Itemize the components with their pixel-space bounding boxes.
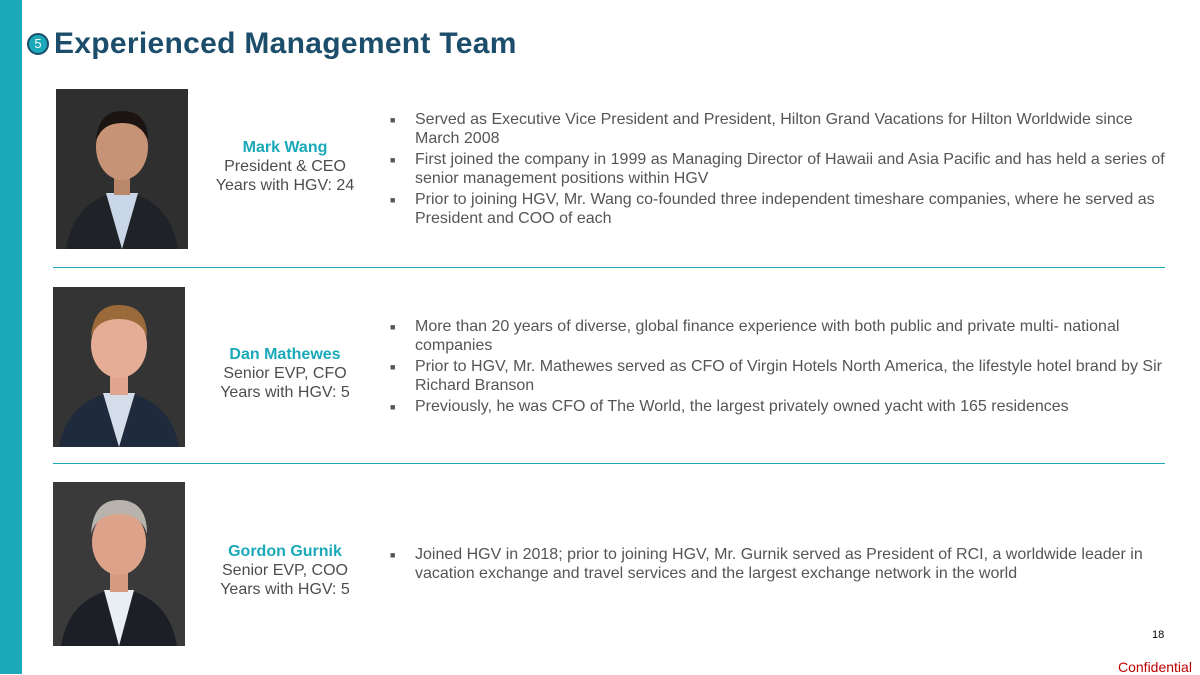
section-divider <box>53 463 1165 464</box>
side-accent-bar <box>0 0 22 674</box>
bullet-item: ■ First joined the company in 1999 as Managing Director of Hawaii and Asia Pacific and has held a series of senior management positions within HGV <box>390 151 1165 187</box>
bullet-item: ■ Joined HGV in 2018; prior to joining HGV, Mr. Gurnik served as President of RCI, a worldwide leader in vacation exchange and travel services and the largest exchange network in the world <box>390 546 1143 582</box>
executive-role: Senior EVP, COO <box>222 562 348 579</box>
bullet-item: ■ Prior to joining HGV, Mr. Wang co-founded three independent timeshare companies, where he served as President and COO of each <box>390 191 1155 227</box>
dan-mathewes-info <box>205 345 365 402</box>
confidential-label: Confidential <box>1118 659 1192 675</box>
bullet-item: ■ Prior to HGV, Mr. Mathewes served as CFO of Virgin Hotels North America, the lifestyle hotel brand by Sir Richard Branson <box>390 358 1162 394</box>
square-bullet-icon: ■ <box>390 155 396 165</box>
executive-tenure: Years with HGV: 5 <box>220 581 350 598</box>
mark-wang-bullets <box>390 111 1165 231</box>
square-bullet-icon: ■ <box>390 362 396 372</box>
bullet-item: ■ Previously, he was CFO of The World, the largest privately owned yacht with 165 residences <box>390 398 1069 415</box>
dan-mathewes-bullets <box>390 318 1165 420</box>
executive-name: Dan Mathewes <box>229 346 341 363</box>
slide-number-badge: 5 <box>27 33 49 55</box>
mark-wang-info <box>205 138 365 195</box>
executive-role: Senior EVP, CFO <box>223 365 347 382</box>
mark-wang-photo <box>56 89 188 249</box>
executive-name: Gordon Gurnik <box>228 543 342 560</box>
bullet-item: ■ Served as Executive Vice President and President, Hilton Grand Vacations for Hilton Worldwide since March 2008 <box>390 111 1133 147</box>
executive-role: President & CEO <box>224 158 346 175</box>
gordon-gurnik-photo <box>53 482 185 646</box>
executive-tenure: Years with HGV: 5 <box>220 384 350 401</box>
section-divider <box>53 267 1165 268</box>
slide-title: Experienced Management Team <box>54 27 517 60</box>
square-bullet-icon: ■ <box>390 550 396 560</box>
dan-mathewes-photo <box>53 287 185 447</box>
square-bullet-icon: ■ <box>390 115 396 125</box>
bullet-item: ■ More than 20 years of diverse, global finance experience with both public and private multi- national companies <box>390 318 1120 354</box>
gordon-gurnik-info <box>205 542 365 599</box>
page-number: 18 <box>1152 629 1165 641</box>
executive-name: Mark Wang <box>242 139 328 156</box>
gordon-gurnik-bullets <box>390 546 1165 586</box>
executive-tenure: Years with HGV: 24 <box>215 177 355 194</box>
square-bullet-icon: ■ <box>390 402 396 412</box>
square-bullet-icon: ■ <box>390 322 396 332</box>
square-bullet-icon: ■ <box>390 195 396 205</box>
